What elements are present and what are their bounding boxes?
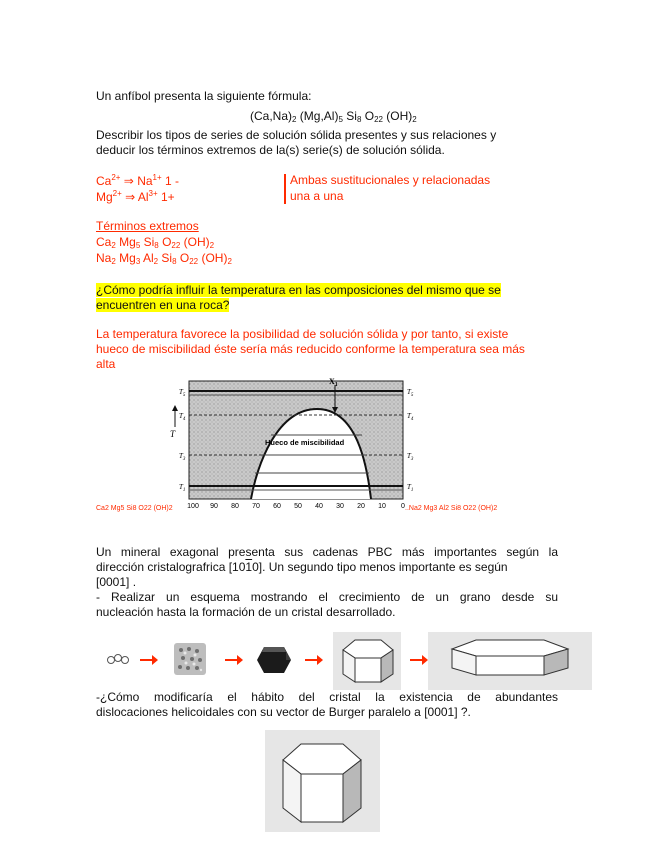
gap-label: Hueco de miscibilidad: [265, 438, 345, 447]
substitution-ca-na: $Ca^{2+}$ ⇒ $Na^{1+}$ 1 -: [96, 173, 179, 188]
svg-text:T4: $T_4$: [179, 412, 186, 422]
svg-text:40: 40: [315, 503, 323, 510]
mineral-line-1: Un mineral exagonal presenta sus cadenas PBC más importantes según la: [96, 545, 558, 559]
extremos-title: Términos extremos: [96, 219, 199, 233]
svg-text:10: 10: [378, 503, 386, 510]
question-1-line-1: ¿Cómo podría influir la temperatura en las composiciones del mismo que se: [96, 283, 501, 297]
x1-label: $X_1$: [329, 377, 338, 388]
question-2-line-1: -¿Cómo modificaría el hábito del cristal la existencia de abundantes: [96, 690, 558, 704]
nuclei-icon: [106, 652, 130, 666]
svg-text:50: 50: [294, 503, 302, 510]
hex-prism-small: [333, 632, 401, 690]
svg-text:80: 80: [231, 503, 239, 510]
mineral-line-5: nucleación hasta la formación de un cristal desarrollado.: [96, 605, 396, 619]
mineral-line-3: [0001] .: [96, 575, 137, 589]
substitution-note-2: una a una: [290, 189, 344, 203]
growth-arrow-4: [410, 659, 424, 661]
svg-text:30: 30: [336, 503, 344, 510]
growth-arrow-2: [225, 659, 239, 661]
growth-arrow-1: [140, 659, 154, 661]
answer-1-line-1: La temperatura favorece la posibilidad de solución sólida y por tanto, si existe: [96, 327, 509, 341]
svg-text:T1: $T_1$: [407, 483, 414, 493]
nucleus-cluster-icon: [173, 642, 207, 676]
rounded-crystal-icon: [256, 643, 292, 677]
svg-text:T4: $T_4$: [407, 412, 414, 422]
bracket-bar: [284, 174, 286, 204]
svg-text:20: 20: [357, 503, 365, 510]
diagram-right-formula: ..Na2 Mg3 Al2 Si8 O22 (OH)2: [405, 505, 498, 512]
substitution-mg-al: $Mg^{2+}$ ⇒ $Al^{3+}$ 1+: [96, 189, 175, 204]
answer-1-line-2: hueco de miscibilidad éste sería más reducido conforme la temperatura sea más: [96, 342, 525, 356]
miscibility-gap-diagram: [165, 375, 425, 515]
intro-text: Un anfíbol presenta la siguiente fórmula:: [96, 89, 312, 103]
describe-line-1: Describir los tipos de series de solución sólida presentes y sus relaciones y: [96, 128, 497, 142]
diagram-left-formula: Ca2 Mg5 Si8 O22 (OH)2: [96, 505, 173, 512]
mineral-line-2: dirección cristalografrica [1010]. Un segundo tipo menos importante es según: [96, 560, 508, 574]
svg-text:90: 90: [210, 503, 218, 510]
extremo-formula-2: $Na_2$ $Mg_3$ $Al_2$ $Si_8$ $O_{22}$ $(OH)_2$: [96, 251, 232, 266]
svg-text:T5: $T_5$: [179, 388, 186, 398]
question-2-line-2: dislocaciones helicoidales con su vector de Burger paralelo a [0001] ?.: [96, 705, 471, 719]
svg-text:100: 100: [187, 503, 199, 510]
extremo-formula-1: $Ca_2$ $Mg_5$ $Si_8$ $O_{22}$ $(OH)_2$: [96, 235, 215, 250]
temperature-axis-label: T: [170, 429, 176, 439]
svg-text:0: 0: [401, 503, 405, 510]
svg-text:T3: $T_3$: [407, 452, 414, 462]
composition-ticks: [187, 503, 405, 510]
mineral-line-4: - Realizar un esquema mostrando el crecimiento de un grano desde su: [96, 590, 558, 604]
describe-line-2: deducir los términos extremos de la(s) serie(s) de solución sólida.: [96, 143, 445, 157]
substitution-note-1: Ambas sustitucionales y relacionadas: [290, 173, 491, 187]
svg-text:70: 70: [252, 503, 260, 510]
svg-text:T3: $T_3$: [179, 452, 186, 462]
svg-text:T5: $T_5$: [407, 388, 414, 398]
growth-arrow-3: [305, 659, 319, 661]
answer-1-line-3: alta: [96, 357, 116, 371]
hex-prism-large: [428, 632, 592, 690]
svg-text:60: 60: [273, 503, 281, 510]
question-1-line-2: encuentren en una roca?: [96, 298, 230, 312]
amphibole-formula: $(Ca,Na)_2$ $(Mg,Al)_5$ $Si_8$ $O_{22}$ $(OH)_2$: [250, 109, 417, 124]
hex-prism-final: [265, 730, 380, 832]
svg-text:T1: $T_1$: [179, 483, 186, 493]
